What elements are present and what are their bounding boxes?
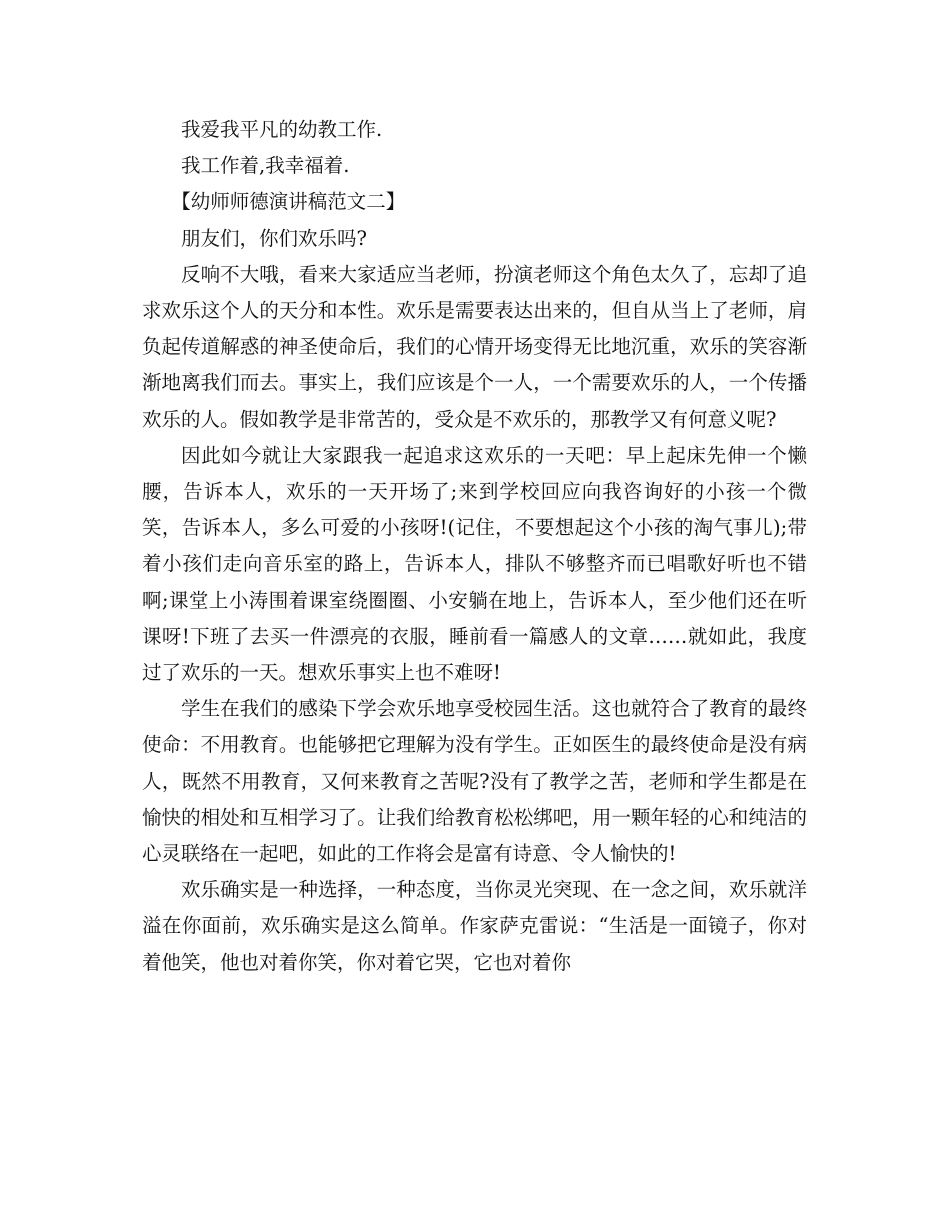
paragraph-3: 朋友们，你们欢乐吗? bbox=[181, 226, 367, 250]
paragraph-2: 我工作着,我幸福着. bbox=[181, 154, 350, 178]
paragraph-4: 反响不大哦，看来大家适应当老师，扮演老师这个角色太久了，忘却了追求欢乐这个人的天分和本性。欢乐是需要表达出来的，但自从当上了老师，肩负起传道解惑的神圣使命后，我们的心情开场变得无比地沉重，欢乐的笑容渐渐地离我们而去。事实上，我们应该是个一人，一个需要欢乐的人，一个传播欢乐的人。假如教学是非常苦的，受众是不欢乐的，那教学又有何意义呢? bbox=[142, 262, 807, 431]
paragraph-5: 因此如今就让大家跟我一起追求这欢乐的一天吧：早上起床先伸一个懒腰，告诉本人，欢乐的一天开场了;来到学校回应向我咨询好的小孩一个微笑，告诉本人，多么可爱的小孩呀!(记住，不要想起这个小孩的淘气事儿);带着小孩们走向音乐室的路上，告诉本人，排队不够整齐而已唱歌好听也不错啊;课堂上小涛围着课室绕圈圈、小安躺在地上，告诉本人，至少他们还在听课呀!下班了去买一件漂亮的衣服，睡前看一篇感人的文章……就如此，我度过了欢乐的一天。想欢乐事实上也不难呀! bbox=[142, 443, 807, 685]
section-heading: 【幼师师德演讲稿范文二】 bbox=[171, 190, 406, 214]
document-body bbox=[142, 112, 807, 981]
paragraph-6: 学生在我们的感染下学会欢乐地享受校园生活。这也就符合了教育的最终使命：不用教育。也能够把它理解为没有学生。正如医生的最终使命是没有病人，既然不用教育，又何来教育之苦呢?没有了教学之苦，老师和学生都是在愉快的相处和互相学习了。让我们给教育松松绑吧，用一颗年轻的心和纯洁的心灵联络在一起吧，如此的工作将会是富有诗意、令人愉快的! bbox=[142, 697, 807, 866]
paragraph-7: 欢乐确实是一种选择，一种态度，当你灵光突现、在一念之间，欢乐就洋溢在你面前，欢乐确实是这么简单。作家萨克雷说：“生活是一面镜子，你对着他笑，他也对着你笑，你对着它哭，它也对着你 bbox=[142, 878, 807, 974]
paragraph-1: 我爱我平凡的幼教工作. bbox=[181, 118, 383, 141]
